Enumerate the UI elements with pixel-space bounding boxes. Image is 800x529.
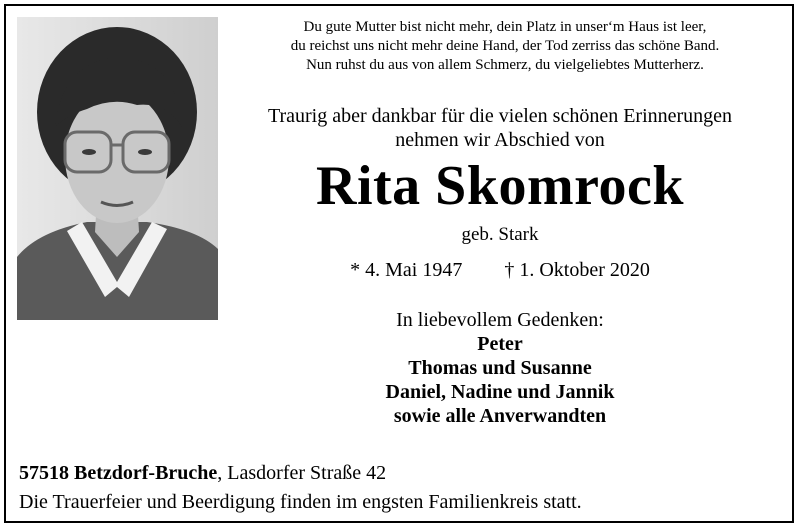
intro-line: Traurig aber dankbar für die vielen schönen Erinnerungen — [267, 105, 733, 127]
mourner-name: Thomas und Susanne — [408, 357, 592, 379]
mourner-name: Daniel, Nadine und Jannik — [385, 381, 615, 403]
address-street: , Lasdorfer Straße 42 — [217, 462, 387, 484]
address-city: 57518 Betzdorf-Bruche — [19, 462, 218, 484]
death-date: † 1. Oktober 2020 — [504, 259, 650, 281]
intro-line: nehmen wir Abschied von — [395, 129, 605, 151]
funeral-notice: Die Trauerfeier und Beerdigung finden im engsten Familienkreis statt. — [19, 491, 582, 513]
family-address — [19, 461, 386, 485]
poem — [235, 18, 775, 75]
poem-line: Nun ruhst du aus von allem Schmerz, du vielgeliebtes Mutterherz. — [306, 57, 704, 73]
poem-line: Du gute Mutter bist nicht mehr, dein Platz in unser‘m Haus ist leer, — [303, 19, 707, 35]
life-dates — [240, 258, 760, 282]
farewell-intro — [240, 104, 760, 152]
birth-date: * 4. Mai 1947 — [350, 259, 463, 281]
mourner-name: sowie alle Anverwandten — [393, 405, 607, 427]
deceased-name: Rita Skomrock — [316, 155, 684, 217]
mourner-name: Peter — [477, 333, 523, 355]
poem-line: du reichst uns nicht mehr deine Hand, der Tod zerriss das schöne Band. — [290, 38, 720, 54]
mourners — [240, 308, 760, 428]
portrait-photo — [17, 17, 218, 320]
mourners-heading: In liebevollem Gedenken: — [396, 309, 604, 331]
portrait-photo-image — [17, 17, 218, 320]
maiden-name: geb. Stark — [461, 224, 539, 245]
